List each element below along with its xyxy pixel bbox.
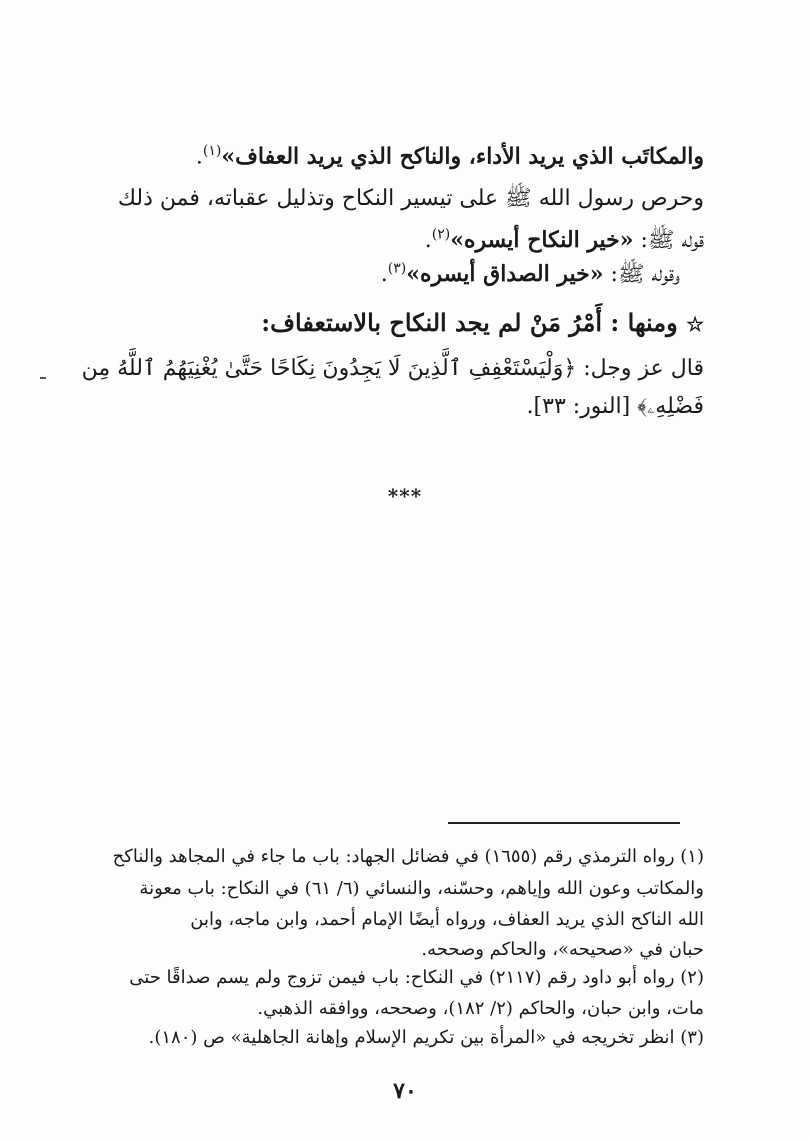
body-line-6: قال عز وجل: ﴿وَلْيَسْتَعْفِفِ ٱلَّذِينَ لَا يَجِدُونَ نِكَاحًا حَتَّىٰ يُغْنِيَهُمُ ٱللَّهُ مِن [81, 356, 704, 381]
star-icon: ☆ [686, 312, 704, 336]
footnote-line: مات، وابن حبان، والحاكم (٢/ ١٨٢)، وصححه، ووافقه الذهبي. [257, 998, 704, 1019]
footnote-line: والمكاتب وعون الله وإياهم، وحسّنه، والنسائي (٦/ ٦١) في النكاح: باب معونة [139, 878, 704, 899]
section-separator: *** [387, 484, 423, 508]
body-line-3 [425, 226, 704, 258]
hadith-quote: «خير النكاح أيسره» [450, 227, 634, 253]
period: . [195, 144, 203, 170]
body-line-4 [381, 260, 680, 292]
footnote-line: (٢) رواه أبو داود رقم (٢١١٧) في النكاح: باب فيمن تزوج ولم يسم صداقًا حتى [129, 967, 704, 988]
hadith-quote: «خير الصداق أيسره» [406, 261, 604, 287]
section-heading [261, 308, 704, 337]
page-number: ٧٠ [393, 1078, 417, 1104]
body-text: والمكاتَب الذي يريد الأداء، والناكح الذي يريد العفاف» [221, 143, 704, 170]
footnote-ref: (٣) [387, 260, 407, 277]
footnote-divider [448, 822, 680, 824]
body-line-7: فَضْلِهِۦ﴾ [النور: ٣٣]. [526, 394, 704, 419]
body-text: قوله ﷺ: [633, 228, 704, 253]
footnote-ref: (٢) [431, 226, 451, 243]
footnote-line: (١) رواه الترمذي رقم (١٦٥٥) في فضائل الجهاد: باب ما جاء في المجاهد والناكح [112, 846, 704, 867]
heading-text: ومنها : أَمْرُ مَنْ لم يجد النكاح بالاستعفاف: [261, 308, 678, 337]
period: . [380, 262, 388, 287]
scan-mark [40, 377, 46, 379]
body-line-2: وحرص رسول الله ﷺ على تيسير النكاح وتذليل عقباته، فمن ذلك [117, 186, 704, 211]
footnote-line: (٣) انظر تخريجه في «المرأة بين تكريم الإسلام وإهانة الجاهلية» ص (١٨٠). [148, 1027, 704, 1048]
body-line-1 [196, 143, 704, 169]
footnote-line: حبان في «صحيحه»، والحاكم وصححه. [421, 939, 704, 960]
body-text: وقوله ﷺ: [603, 262, 680, 287]
footnote-line: الله الناكح الذي يريد العفاف، ورواه أيضًا الإمام أحمد، وابن ماجه، وابن [190, 909, 704, 930]
period: . [424, 228, 432, 253]
footnote-ref: (١) [202, 143, 222, 159]
